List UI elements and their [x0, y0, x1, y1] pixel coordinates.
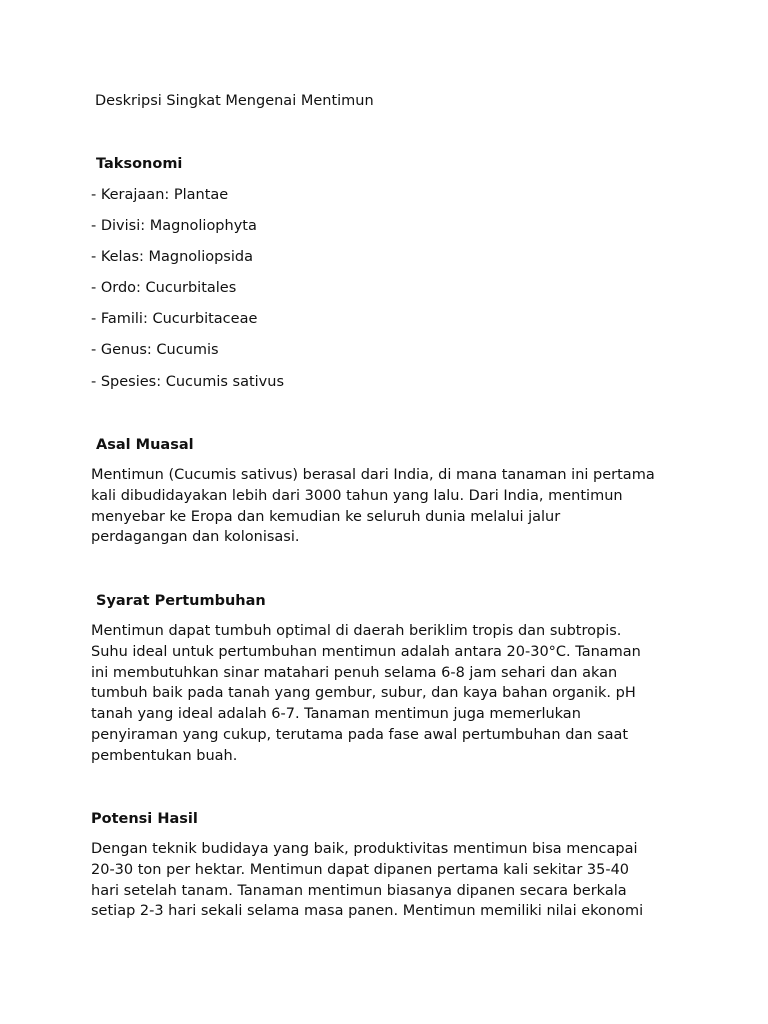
heading-syarat-pertumbuhan: Syarat Pertumbuhan — [96, 593, 266, 609]
heading-taksonomi: Taksonomi — [96, 156, 183, 172]
document-title: Deskripsi Singkat Mengenai Mentimun — [95, 93, 374, 109]
taxonomy-item-divisi: - Divisi: Magnoliophyta — [91, 218, 257, 234]
taxonomy-item-kelas: - Kelas: Magnoliopsida — [91, 249, 253, 265]
taxonomy-item-spesies: - Spesies: Cucumis sativus — [91, 374, 284, 390]
taxonomy-item-ordo: - Ordo: Cucurbitales — [91, 280, 237, 296]
heading-potensi-hasil: Potensi Hasil — [91, 811, 198, 827]
heading-asal-muasal: Asal Muasal — [96, 437, 194, 453]
paragraph-potensi-hasil: Dengan teknik budidaya yang baik, produktivitas mentimun bisa mencapai 20-30 ton per hektar. Mentimun dapat dipanen pertama kali sekitar 35-40 hari setelah tanam. Tanaman mentimun biasanya dipanen secara berkala setiap 2-3 hari sekali selama masa panen. Mentimun memiliki nilai ekonomi — [91, 841, 644, 920]
taxonomy-item-kerajaan: - Kerajaan: Plantae — [91, 187, 229, 203]
paragraph-syarat-pertumbuhan: Mentimun dapat tumbuh optimal di daerah beriklim tropis dan subtropis. Suhu ideal untuk pertumbuhan mentimun adalah antara 20-30°C. Tanaman ini membutuhkan sinar matahari penuh selama 6-8 jam sehari dan akan tumbuh baik pada tanah yang gembur, subur, dan kaya bahan organik. pH tanah yang ideal adalah 6-7. Tanaman mentimun juga memerlukan penyiraman yang cukup, terutama pada fase awal pertumbuhan dan saat pembentukan buah. — [91, 623, 641, 764]
taxonomy-item-genus: - Genus: Cucumis — [91, 342, 219, 358]
paragraph-asal-muasal: Mentimun (Cucumis sativus) berasal dari India, di mana tanaman ini pertama kali dibudidayakan lebih dari 3000 tahun yang lalu. Dari India, mentimun menyebar ke Eropa dan kemudian ke seluruh dunia melalui jalur perdagangan dan kolonisasi. — [91, 467, 655, 546]
taxonomy-item-famili: - Famili: Cucurbitaceae — [91, 311, 258, 327]
